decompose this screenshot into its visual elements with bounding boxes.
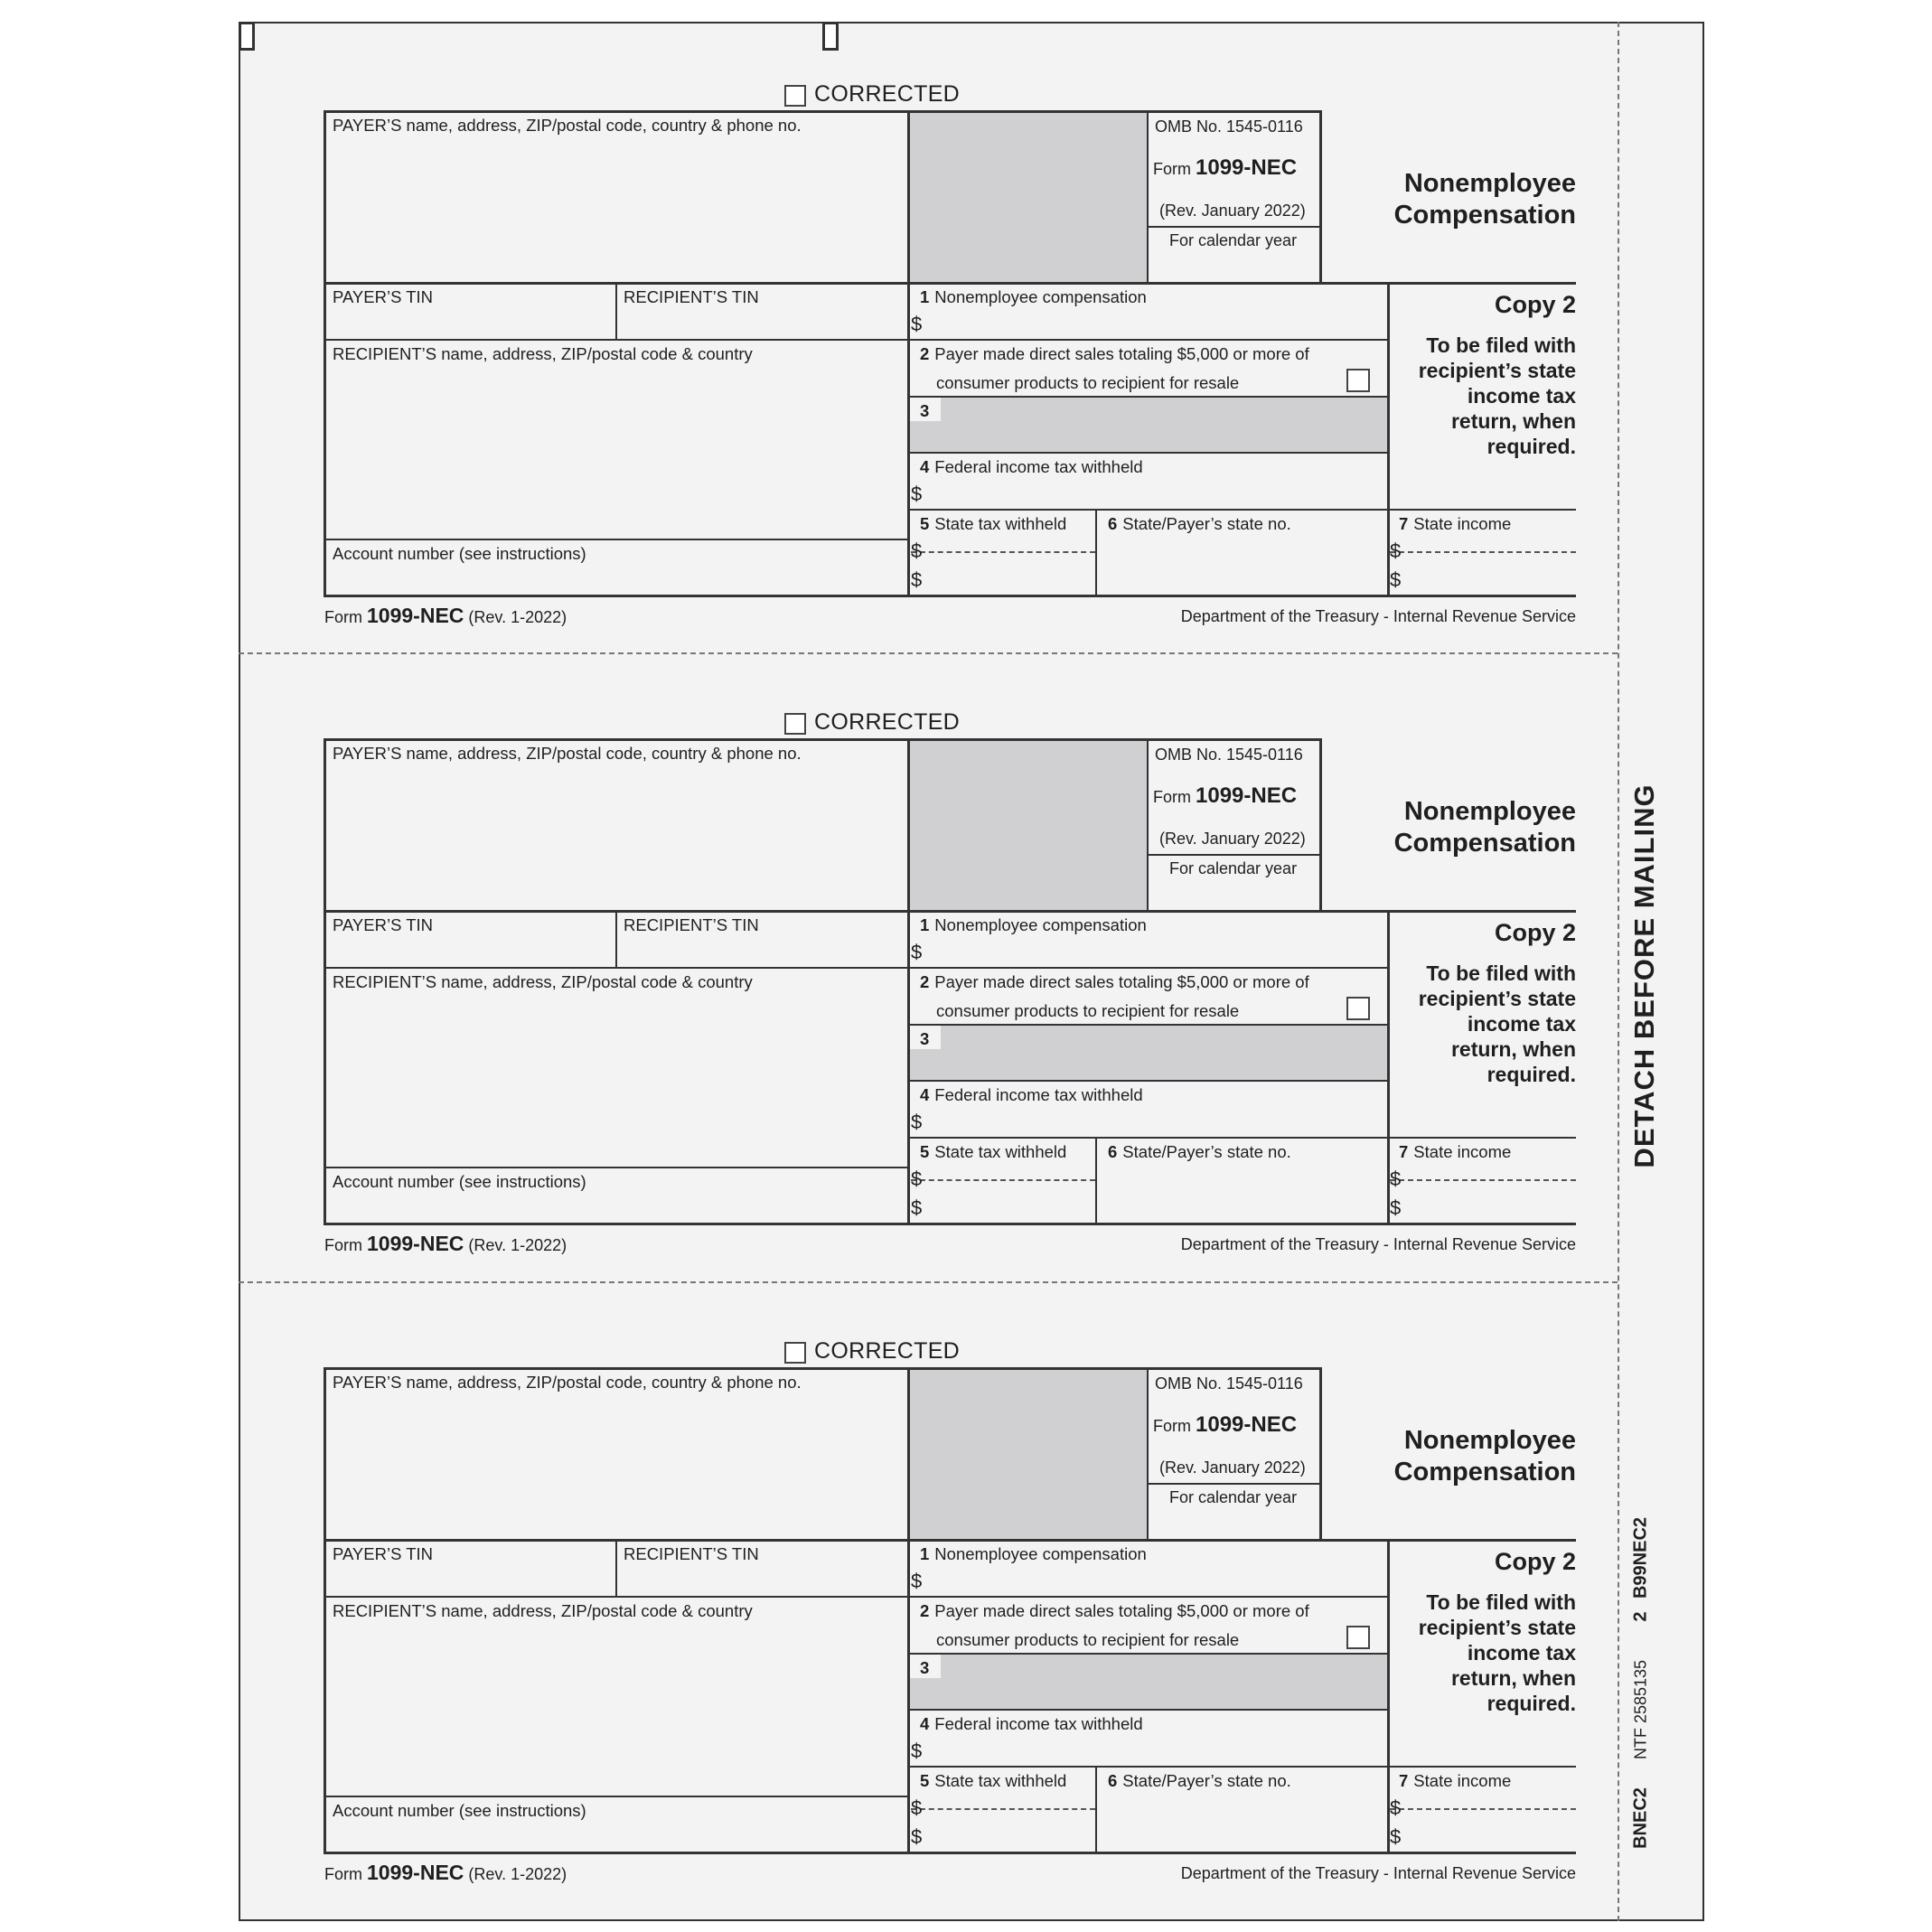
- box2-checkbox[interactable]: [1346, 369, 1370, 392]
- rule-center: [907, 738, 910, 1225]
- box1-dollar: $: [911, 941, 923, 963]
- corrected-label: CORRECTED: [814, 81, 961, 107]
- rule-omb-divider: [1148, 854, 1321, 856]
- box5-dollar-1: $: [911, 539, 923, 562]
- box4-label: 4 Federal income tax withheld: [920, 457, 1143, 476]
- footer-agency: Department of the Treasury - Internal Revenue Service: [1180, 607, 1576, 625]
- form-title: Nonemployee Compensation: [1393, 169, 1576, 230]
- form-copy-2: [0, 650, 1932, 1282]
- footer-agency: Department of the Treasury - Internal Revenue Service: [1180, 1235, 1576, 1253]
- rule-omb-right: [1319, 110, 1322, 282]
- rule-tin-divider: [615, 1539, 617, 1597]
- rule-center: [907, 110, 910, 597]
- rule-tin-bottom: [324, 1596, 1388, 1598]
- box5-dollar-2: $: [911, 1196, 923, 1219]
- box2-label-line1: 2 Payer made direct sales totaling $5,000 or more of: [920, 344, 1309, 363]
- box3-label: 3: [920, 1029, 930, 1048]
- payer-name-label: PAYER’S name, address, ZIP/postal code, country & phone no.: [333, 744, 802, 763]
- rule-omb-divider: [1148, 1483, 1321, 1485]
- rule-box5-right: [1095, 1137, 1097, 1225]
- box7-label: 7 State income: [1399, 1142, 1512, 1161]
- recipient-tin-label: RECIPIENT’S TIN: [624, 915, 759, 934]
- rule-omb-left: [1147, 738, 1149, 910]
- rule-state-top: [908, 1766, 1576, 1768]
- payer-name-label: PAYER’S name, address, ZIP/postal code, country & phone no.: [333, 1373, 802, 1392]
- form-revision: (Rev. January 2022): [1159, 202, 1306, 220]
- box2-label-line1: 2 Payer made direct sales totaling $5,000 or more of: [920, 1601, 1309, 1620]
- rule-omb-left: [1147, 110, 1149, 282]
- box2-checkbox[interactable]: [1346, 1626, 1370, 1649]
- copy-description: To be filed with recipient’s state income tax return, when required.: [1418, 1590, 1576, 1715]
- box5-divider: [911, 551, 1095, 553]
- box5-divider: [911, 1808, 1095, 1810]
- box5-dollar-1: $: [911, 1796, 923, 1819]
- payer-tin-label: PAYER’S TIN: [333, 287, 434, 306]
- box4-dollar: $: [911, 1740, 923, 1762]
- rule-tin-bottom: [324, 967, 1388, 969]
- rule-box3-top: [908, 1024, 1388, 1026]
- calendar-year-label: For calendar year: [1169, 859, 1298, 877]
- footer-form-number: Form 1099-NEC (Rev. 1-2022): [324, 1861, 567, 1884]
- corrected-checkbox[interactable]: [784, 713, 806, 735]
- calendar-year-label: For calendar year: [1169, 1488, 1298, 1506]
- recipient-name-label: RECIPIENT’S name, address, ZIP/postal code & country: [333, 1601, 753, 1620]
- box5-dollar-1: $: [911, 1168, 923, 1190]
- omb-number: OMB No. 1545-0116: [1155, 1374, 1303, 1393]
- box5-label: 5 State tax withheld: [920, 514, 1067, 533]
- calendar-year-field[interactable]: [1151, 863, 1319, 903]
- box7-dollar-1: $: [1390, 1168, 1402, 1190]
- box5-dollar-2: $: [911, 1825, 923, 1848]
- form-title: Nonemployee Compensation: [1393, 1426, 1576, 1487]
- box7-divider: [1390, 551, 1576, 553]
- corrected-label: CORRECTED: [814, 1338, 961, 1364]
- recipient-tin-label: RECIPIENT’S TIN: [624, 1544, 759, 1563]
- box2-checkbox[interactable]: [1346, 997, 1370, 1020]
- box4-dollar: $: [911, 483, 923, 505]
- rule-left: [324, 110, 326, 597]
- rule-box4-top: [908, 1080, 1388, 1082]
- box7-divider: [1390, 1808, 1576, 1810]
- copy-description: To be filed with recipient’s state income tax return, when required.: [1418, 961, 1576, 1086]
- form-revision: (Rev. January 2022): [1159, 830, 1306, 848]
- box5-label: 5 State tax withheld: [920, 1771, 1067, 1790]
- box2-label-line2: consumer products to recipient for resale: [936, 1001, 1240, 1020]
- rule-box5-right: [1095, 1766, 1097, 1854]
- box1-dollar: $: [911, 1570, 923, 1592]
- box5-dollar-2: $: [911, 568, 923, 591]
- copy-label: Copy 2: [1494, 919, 1576, 946]
- form-number-header: Form 1099-NEC: [1153, 155, 1298, 180]
- box7-dollar-2: $: [1390, 568, 1402, 591]
- box7-dollar-1: $: [1390, 539, 1402, 562]
- rule-box5-right: [1095, 509, 1097, 597]
- omb-number: OMB No. 1545-0116: [1155, 117, 1303, 136]
- box7-dollar-1: $: [1390, 1796, 1402, 1819]
- account-number-label: Account number (see instructions): [333, 1172, 586, 1191]
- box4-label: 4 Federal income tax withheld: [920, 1714, 1143, 1733]
- omb-number: OMB No. 1545-0116: [1155, 746, 1303, 764]
- box3-shaded: [908, 396, 1388, 452]
- form-revision: (Rev. January 2022): [1159, 1458, 1306, 1477]
- rule-state-top: [908, 509, 1576, 511]
- box1-label: 1 Nonemployee compensation: [920, 1544, 1147, 1563]
- rule-box3-top: [908, 396, 1388, 398]
- box6-label: 6 State/Payer’s state no.: [1108, 514, 1291, 533]
- rule-omb-right: [1319, 738, 1322, 910]
- form-copy-1: [0, 22, 1932, 654]
- rule-top: [324, 110, 1321, 113]
- box7-label: 7 State income: [1399, 1771, 1512, 1790]
- form-copy-3: [0, 1279, 1932, 1911]
- form-title: Nonemployee Compensation: [1393, 797, 1576, 858]
- footer-form-number: Form 1099-NEC (Rev. 1-2022): [324, 1232, 567, 1255]
- rule-account-top: [324, 539, 908, 540]
- box2-label-line2: consumer products to recipient for resale: [936, 373, 1240, 392]
- box1-label: 1 Nonemployee compensation: [920, 287, 1147, 306]
- rule-box4-top: [908, 1709, 1388, 1711]
- copy-description: To be filed with recipient’s state income tax return, when required.: [1418, 333, 1576, 458]
- box5-divider: [911, 1179, 1095, 1181]
- rule-box4-top: [908, 452, 1388, 454]
- rule-center: [907, 1367, 910, 1854]
- box4-label: 4 Federal income tax withheld: [920, 1085, 1143, 1104]
- payer-tin-label: PAYER’S TIN: [333, 1544, 434, 1563]
- box4-dollar: $: [911, 1111, 923, 1133]
- box2-label-line1: 2 Payer made direct sales totaling $5,000 or more of: [920, 972, 1309, 991]
- footer-agency: Department of the Treasury - Internal Revenue Service: [1180, 1864, 1576, 1882]
- rule-left: [324, 1367, 326, 1854]
- copy-label: Copy 2: [1494, 1548, 1576, 1575]
- copy-label: Copy 2: [1494, 291, 1576, 318]
- payer-tin-label: PAYER’S TIN: [333, 915, 434, 934]
- rule-omb-divider: [1148, 226, 1321, 228]
- rule-top: [324, 738, 1321, 741]
- box7-label: 7 State income: [1399, 514, 1512, 533]
- box3-label: 3: [920, 401, 930, 420]
- box7-dollar-2: $: [1390, 1196, 1402, 1219]
- rule-omb-left: [1147, 1367, 1149, 1539]
- corrected-checkbox[interactable]: [784, 1342, 806, 1364]
- calendar-year-field[interactable]: [1151, 235, 1319, 275]
- calendar-year-label: For calendar year: [1169, 231, 1298, 249]
- rule-state-top: [908, 1137, 1576, 1139]
- rule-account-top: [324, 1167, 908, 1168]
- payer-name-label: PAYER’S name, address, ZIP/postal code, country & phone no.: [333, 116, 802, 135]
- account-number-label: Account number (see instructions): [333, 1801, 586, 1820]
- corrected-label: CORRECTED: [814, 709, 961, 735]
- rule-box3-top: [908, 1653, 1388, 1655]
- form-number-header: Form 1099-NEC: [1153, 783, 1298, 808]
- box6-label: 6 State/Payer’s state no.: [1108, 1142, 1291, 1161]
- box3-shaded: [908, 1024, 1388, 1080]
- corrected-checkbox[interactable]: [784, 85, 806, 107]
- calendar-year-field[interactable]: [1151, 1492, 1319, 1532]
- rule-tin-divider: [615, 910, 617, 968]
- footer-form-number: Form 1099-NEC (Rev. 1-2022): [324, 604, 567, 627]
- box1-label: 1 Nonemployee compensation: [920, 915, 1147, 934]
- box7-dollar-2: $: [1390, 1825, 1402, 1848]
- recipient-name-label: RECIPIENT’S name, address, ZIP/postal code & country: [333, 972, 753, 991]
- shaded-box-top: [908, 110, 1149, 282]
- recipient-tin-label: RECIPIENT’S TIN: [624, 287, 759, 306]
- rule-tin-bottom: [324, 339, 1388, 341]
- box5-label: 5 State tax withheld: [920, 1142, 1067, 1161]
- rule-account-top: [324, 1796, 908, 1797]
- account-number-label: Account number (see instructions): [333, 544, 586, 563]
- box7-divider: [1390, 1179, 1576, 1181]
- box3-label: 3: [920, 1658, 930, 1677]
- rule-tin-divider: [615, 282, 617, 340]
- box6-label: 6 State/Payer’s state no.: [1108, 1771, 1291, 1790]
- box2-label-line2: consumer products to recipient for resale: [936, 1630, 1240, 1649]
- shaded-box-top: [908, 1367, 1149, 1539]
- shaded-box-top: [908, 738, 1149, 910]
- box1-dollar: $: [911, 313, 923, 335]
- box3-shaded: [908, 1653, 1388, 1709]
- form-number-header: Form 1099-NEC: [1153, 1412, 1298, 1437]
- rule-top: [324, 1367, 1321, 1370]
- rule-left: [324, 738, 326, 1225]
- recipient-name-label: RECIPIENT’S name, address, ZIP/postal code & country: [333, 344, 753, 363]
- rule-omb-right: [1319, 1367, 1322, 1539]
